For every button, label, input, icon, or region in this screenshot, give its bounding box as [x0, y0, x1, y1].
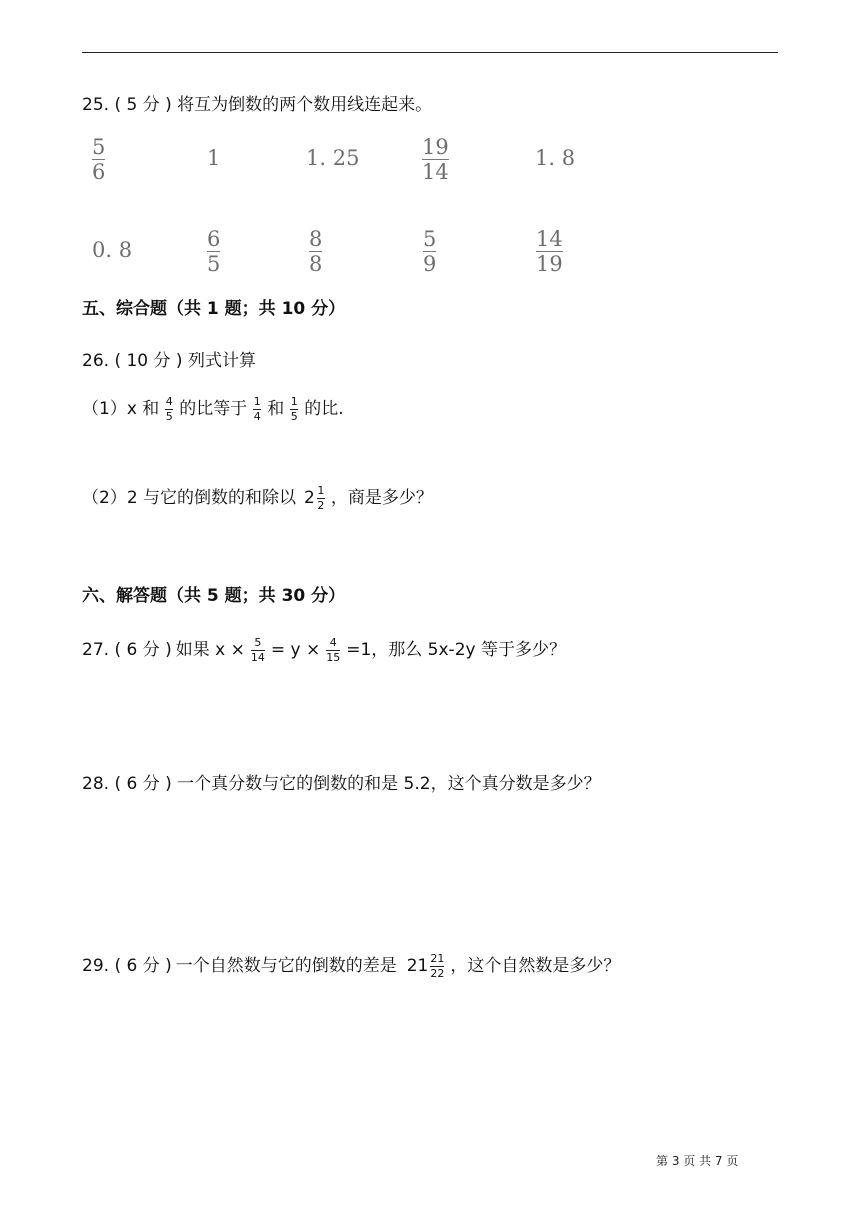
q26-p2-denominator: 2: [317, 498, 325, 512]
q26-p2-text-b: ，商是多少？: [330, 488, 433, 508]
q25-row2-item-0: 0. 8: [92, 238, 133, 262]
q29-denominator: 22: [430, 966, 445, 980]
question-25-text: 将互为倒数的两个数用线连起来。: [177, 95, 433, 115]
question-29: [82, 948, 620, 984]
q27-f2-denominator: 15: [326, 650, 341, 664]
q27-f2-numerator: 4: [329, 635, 337, 649]
q25-row2-item-3-numerator: 5: [423, 227, 437, 251]
q25-row1-item-3: [422, 136, 449, 183]
q26-p1-f1-denominator: 5: [165, 409, 173, 423]
header-rule: [82, 52, 778, 53]
section-6-title: 六、解答题（共 5 题；共 30 分）: [82, 586, 346, 606]
q25-row2-item-2-denominator: 8: [309, 252, 323, 276]
question-29-prefix: 29. ( 6 分 ): [82, 956, 172, 976]
q25-row2-item-4-denominator: 19: [536, 252, 563, 276]
question-25-prefix: 25. ( 5 分 ): [82, 95, 178, 115]
q29-whole: 21: [406, 956, 429, 976]
question-27-prefix: 27. ( 6 分 ): [82, 640, 172, 660]
q25-row2-item-1: [207, 228, 220, 275]
q26-p2-numerator: 1: [317, 483, 325, 497]
q25-row1-item-3-numerator: 19: [422, 135, 449, 159]
q29-text-b: ，这个自然数是多少？: [450, 956, 621, 976]
q25-row1-item-1: 1: [207, 146, 221, 170]
q26-p1-f2-denominator: 4: [253, 409, 261, 423]
question-28: [82, 773, 601, 795]
q26-p1-f1-numerator: 4: [165, 394, 173, 408]
question-25: [82, 94, 432, 116]
q29-numerator: 21: [430, 951, 445, 965]
q27-text-b: = y ×: [270, 640, 321, 660]
q26-p1-text-c: 和: [267, 399, 285, 419]
q26-p1-text-b: 的比等于: [179, 399, 248, 419]
question-27: [82, 632, 566, 668]
section-5-title: 五、综合题（共 1 题；共 10 分）: [82, 299, 346, 319]
q25-row2-item-2: [309, 228, 322, 275]
question-26-part-1: [82, 392, 344, 426]
q25-row1-item-0: [92, 136, 105, 183]
page-number-footer: 第 3 页 共 7 页: [656, 1154, 739, 1168]
q26-p1-text-d: 的比.: [304, 399, 344, 419]
q27-f1-numerator: 5: [254, 635, 262, 649]
q25-row2-item-3-denominator: 9: [423, 252, 437, 276]
q26-p1-f3-denominator: 5: [290, 409, 298, 423]
q25-row2-item-4: [536, 228, 563, 275]
q26-p1-f3-numerator: 1: [290, 394, 298, 408]
q27-text-a: 如果 x ×: [175, 640, 245, 660]
q26-p2-whole: 2: [304, 488, 315, 508]
q27-text-c: =1，那么 5x-2y 等于多少？: [346, 640, 566, 660]
q26-p1-f2-numerator: 1: [253, 394, 261, 408]
q25-row2-item-3: [423, 228, 436, 275]
q29-text-a: 一个自然数与它的倒数的差是: [175, 956, 397, 976]
q26-p2-text-a: （2）2 与它的倒数的和除以: [82, 488, 297, 508]
q26-p1-text-a: （1）x 和: [82, 399, 160, 419]
question-26: [82, 350, 256, 372]
q25-row1-item-0-denominator: 6: [92, 160, 106, 184]
q25-row2-item-2-numerator: 8: [309, 227, 323, 251]
q25-row2-item-4-numerator: 14: [536, 227, 563, 251]
question-28-prefix: 28. ( 6 分 ): [82, 774, 178, 794]
question-26-prefix: 26. ( 10 分 ): [82, 351, 188, 371]
q25-row2-item-1-numerator: 6: [207, 227, 221, 251]
q25-row1-item-2: 1. 25: [306, 146, 360, 170]
question-28-text: 一个真分数与它的倒数的和是 5.2，这个真分数是多少？: [177, 774, 601, 794]
question-26-text: 列式计算: [187, 351, 256, 371]
q25-row1-item-3-denominator: 14: [422, 160, 449, 184]
q25-row1-item-4: 1. 8: [535, 146, 576, 170]
q27-f1-denominator: 14: [250, 650, 265, 664]
q25-row1-item-0-numerator: 5: [92, 135, 106, 159]
question-26-part-2: [82, 481, 433, 515]
q25-row2-item-1-denominator: 5: [207, 252, 221, 276]
